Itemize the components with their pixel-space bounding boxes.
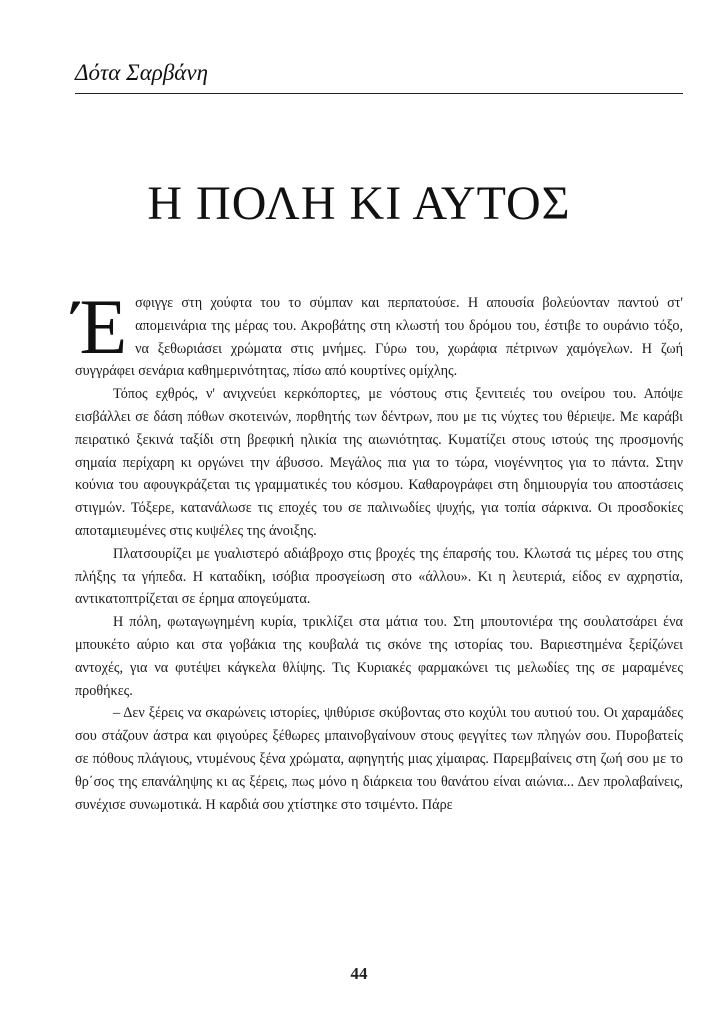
- paragraph-1-text: σφιγγε στη χούφτα του το σύμπαν και περπατούσε. Η απουσία βολεύονταν παντού στ' απομεινάρια της μέρας του. Ακροβάτης στη κλωστή του δρόμου του, έστιβε το ουράνιο τόξο, να ξεθωριάσει χρώματα στις μνήμες. Γύρω του, χωράφια πέτρινων χαμόγελων. Η ζωή συγγράφει σενάρια καθημερινότητας, πίσω από κουρτίνες ομίχλης.: [75, 295, 683, 380]
- header-rule: [75, 93, 683, 94]
- paragraph-1: [73, 283, 683, 383]
- paragraph-4: Η πόλη, φωταγωγημένη κυρία, τρικλίζει στα μάτια του. Στη μπουτονιέρα της σουλατσάρει ένα μπουκέτο αύριο και στα γοβάκια της κουβαλά τις σκόνε της ιστορίας του. Βαριεστημένα ξερίζώνει αντοχές, για να φυτέψει κάγκελα θλίψης. Τις Κυριακές φαρμακώνει τις μελωδίες της σε μαραμένες προθήκες.: [75, 614, 683, 699]
- page-number: 44: [350, 964, 368, 983]
- chapter-title: Η ΠΟΛΗ ΚΙ ΑΥΤΟΣ: [147, 177, 571, 230]
- drop-cap: Έ: [73, 283, 128, 370]
- paragraph-3: Πλατσουρίζει με γυαλιστερό αδιάβροχο στις βροχές της έπαρσής του. Κλωτσά τις μέρες του στης πλήξης τα γήπεδα. Η καταδίκη, ισόβια προσγείωση στο «άλλου». Κι η λευτεριά, είδος εν αχρηστία, αντικατοπτρίζεται σε έρημα απογεύματα.: [75, 545, 683, 608]
- paragraph-2: Τόπος εχθρός, ν' ανιχνεύει κερκόπορτες, με νόστους στις ξενιτειές του ονείρου του. Απόψε εισβάλλει σε δάση πόθων σκοτεινών, πορθητής των δέντρων, που με τις νύχτες του θέριεψε. Με καράβι πειρατικό ξεκινά ταξίδι στη βρεφική ηλικία της αιωνιότητας. Κυματίζει στους ιστούς της προσμονής σημαία περίχαρη κι οργώνει την άβυσσο. Μεγάλος πια για το τώρα, νιογέννητος για το πάντα. Στην κούνια του αφουγκράζεται τις γραμματικές του κόσμου. Καθαρογράφει στη δημιουργία του αποστάσεις στιγμών. Τόξερε, κατανάλωσε τις εποχές του σε παλινωδίες ψυχής, για τοπία σάρκινα. Οι προσδοκίες αποταμιευμένες στις κυψέλες της άνοιξης.: [75, 386, 683, 539]
- running-head-author: Δότα Σαρβάνη: [75, 60, 208, 85]
- paragraph-5: – Δεν ξέρεις να σκαρώνεις ιστορίες, ψιθύρισε σκύβοντας στο κοχύλι του αυτιού του. Οι χαραμάδες σου στάζουν άστρα και φιγούρες ξέθωρες μπαινοβγαίνουν στους φεγγίτες των πληγών σου. Πυροβατείς σε πόθους πλάγιους, ντυμένους ξένα χρώματα, αφηγητής μιας χίμαιρας. Παρεμβαίνεις στη ζωή σου με το θρ΄σος της επανάληψης κι ας ξέρεις, πως μόνο η διάρκεια του θανάτου είναι αιώνια... Δεν προλαβαίνεις, συνέχισε συνωμοτικά. Η καρδιά σου χτίστηκε στο τσιμέντο. Πάρε: [75, 705, 683, 813]
- body-text: [73, 283, 683, 816]
